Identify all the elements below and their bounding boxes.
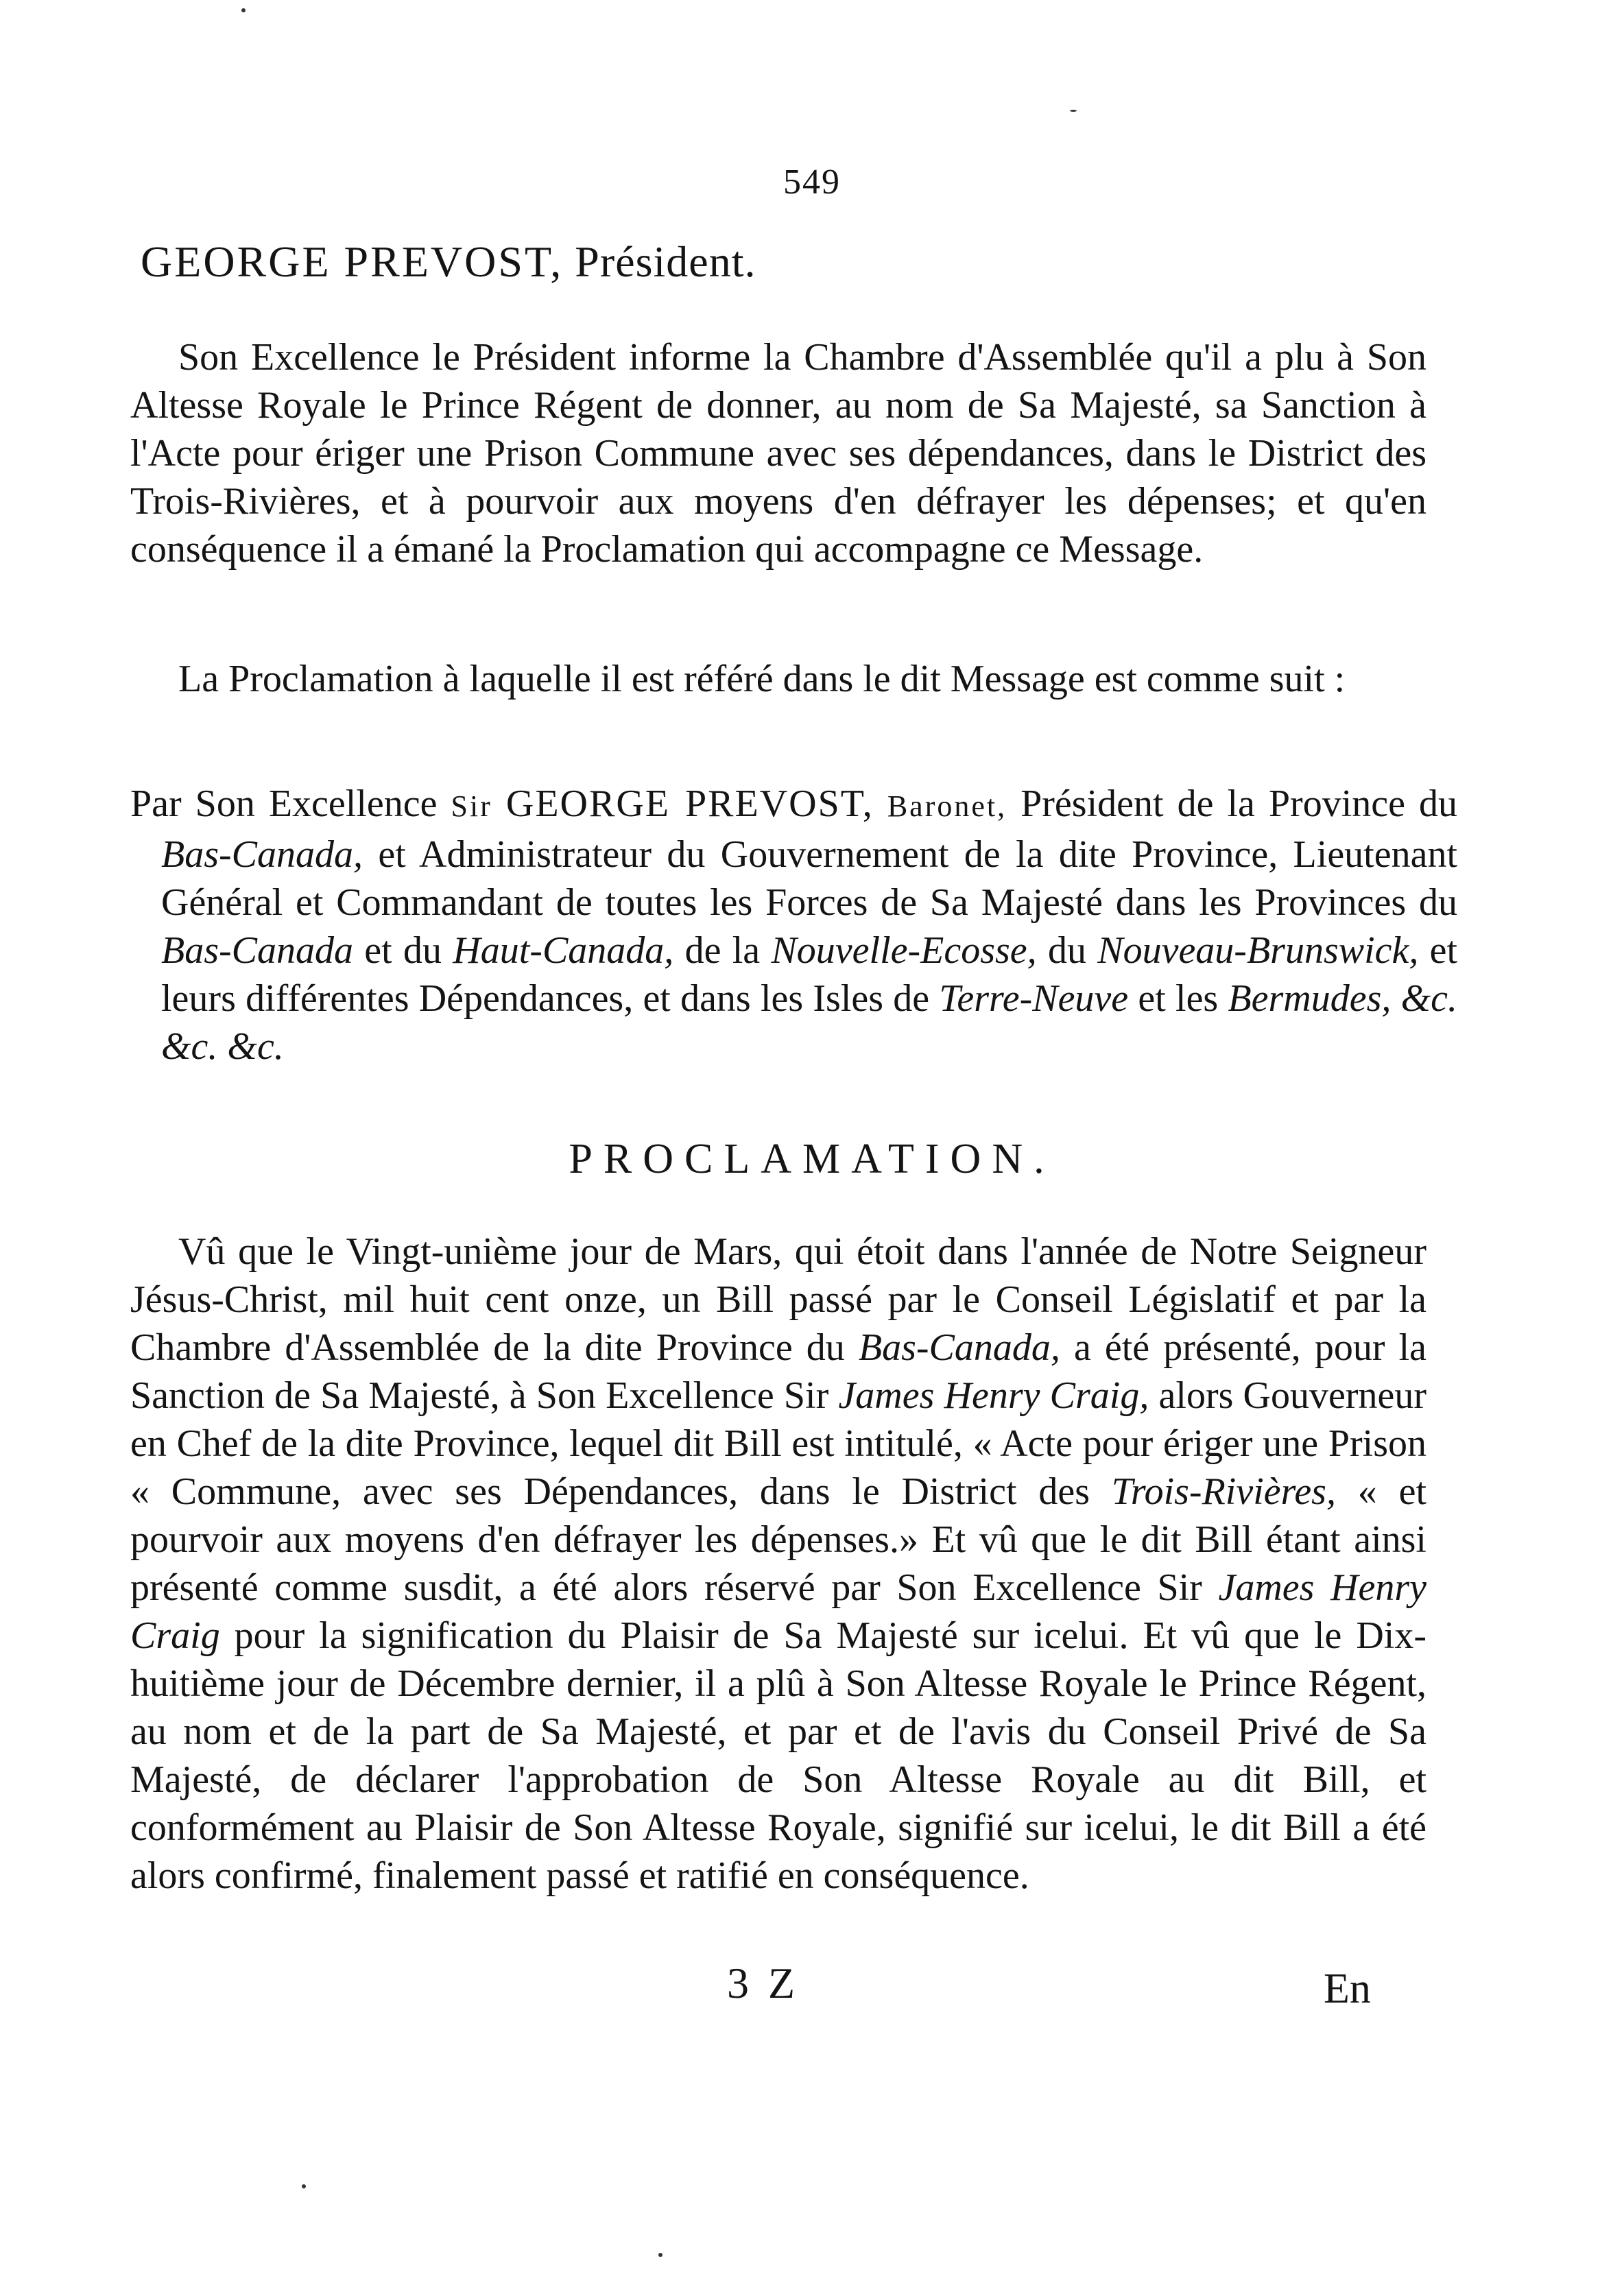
issuer-text-and: et du xyxy=(364,929,442,972)
proclamation-heading: PROCLAMATION. xyxy=(569,1136,1055,1182)
issuer-paragraph xyxy=(130,780,1457,1071)
ink-speck xyxy=(241,8,246,12)
issuer-honorific: Sir xyxy=(451,789,492,823)
signature-name: GEORGE PREVOST, xyxy=(141,237,564,286)
place-haut-canada: Haut-Canada, xyxy=(453,929,674,972)
place-nouveau-brunswick: Nouveau-Brunswick, xyxy=(1097,929,1419,972)
issuer-text-and-2: et les xyxy=(1138,977,1219,1020)
place-trois-rivieres: Trois-Rivières, xyxy=(1111,1470,1336,1513)
issuer-text-1: Président de la Province du xyxy=(1020,783,1458,825)
ink-speck xyxy=(1070,110,1077,112)
place-bas-canada-3: Bas-Canada, xyxy=(858,1326,1060,1369)
issuer-prefix: Par Son Excellence xyxy=(130,783,438,825)
issuer-text-2: et Administrateur du Gouvernement de la dite Province, Lieutenant Général et Commandant de toutes les Forces de Sa Majesté dans les Provinces du xyxy=(161,833,1458,924)
issuer-name: GEORGE PREVOST, xyxy=(505,783,874,825)
message-paragraph: Son Excellence le Président informe la Chambre d'Assemblée qu'il a plu à Son Altesse Royale le Prince Régent de donner, au nom de Sa Majesté, sa Sanction à l'Acte pour ériger une Prison Commune avec ses dépendances, dans le District des Trois-Rivières, et à pourvoir aux moyens d'en défrayer les dépenses; et qu'en conséquence il a émané la Proclamation qui accompagne ce Message. xyxy=(130,336,1426,571)
reference-paragraph: La Proclamation à laquelle il est référé dans le dit Message est comme suit : xyxy=(178,658,1346,700)
signature-mark: 3 Z xyxy=(727,1959,800,2007)
ink-speck xyxy=(658,2253,662,2257)
ink-speck xyxy=(302,2184,306,2188)
catchword: En xyxy=(1324,1966,1371,2012)
governor-name-2: James Henry Craig xyxy=(130,1566,1427,1657)
place-nouvelle-ecosse: Nouvelle-Ecosse, xyxy=(771,929,1037,972)
issuer-text-du: du xyxy=(1047,929,1086,972)
governor-name-1: James Henry Craig, xyxy=(838,1374,1149,1417)
proclamation-text-5: pour la signification du Plaisir de Sa Majesté sur icelui. Et vû que le Dix-huitième jour de Décembre dernier, il a plû à Son Altesse Royale le Prince Régent, au nom et de la part de Sa Majesté, et par et de l'avis du Conseil Privé de Sa Majesté, de déclarer l'approbation de Son Altesse Royale au dit Bill, et conformément au Plaisir de Son Altesse Royale, signifié sur icelui, le dit Bill a été alors confirmé, finalement passé et ratifié en conséquence. xyxy=(130,1614,1426,1897)
place-bas-canada-2: Bas-Canada xyxy=(161,929,353,972)
signature-title: Président. xyxy=(575,237,756,286)
proclamation-body xyxy=(130,1228,1426,1900)
page-number: 549 xyxy=(783,163,841,202)
place-bas-canada: Bas-Canada, xyxy=(161,833,363,876)
proclamation-text-3: alors Gouverneur en Chef de la dite Province, lequel dit Bill est intitulé, « Acte pour ériger une Prison « Commune, avec ses Dépendances, dans le District des xyxy=(130,1374,1427,1513)
issuer-text-3: et leurs différentes Dépendances, et dans les Isles de xyxy=(161,929,1458,1020)
issuer-text-of: de la xyxy=(684,929,761,972)
proclamation-text-1: Vû que le Vingt-unième jour de Mars, qui étoit dans l'année de Notre Seigneur Jésus-Christ, mil huit cent onze, un Bill passé par le Conseil Législatif et par la Chambre d'Assemblée de la dite Province du xyxy=(130,1230,1426,1369)
proclamation-text-2: a été présenté, pour la Sanction de Sa Majesté, à Son Excellence Sir xyxy=(130,1326,1427,1417)
president-signature xyxy=(141,237,756,287)
place-terre-neuve: Terre-Neuve xyxy=(939,977,1129,1020)
proclamation-text-4: « et pourvoir aux moyens d'en défrayer les dépenses.» Et vû que le dit Bill étant ainsi présenté comme susdit, a été alors réservé par Son Excellence Sir xyxy=(130,1470,1427,1609)
issuer-rank: Baronet, xyxy=(887,789,1007,823)
place-bermudes: Bermudes, &c. &c. &c. xyxy=(161,977,1458,1068)
